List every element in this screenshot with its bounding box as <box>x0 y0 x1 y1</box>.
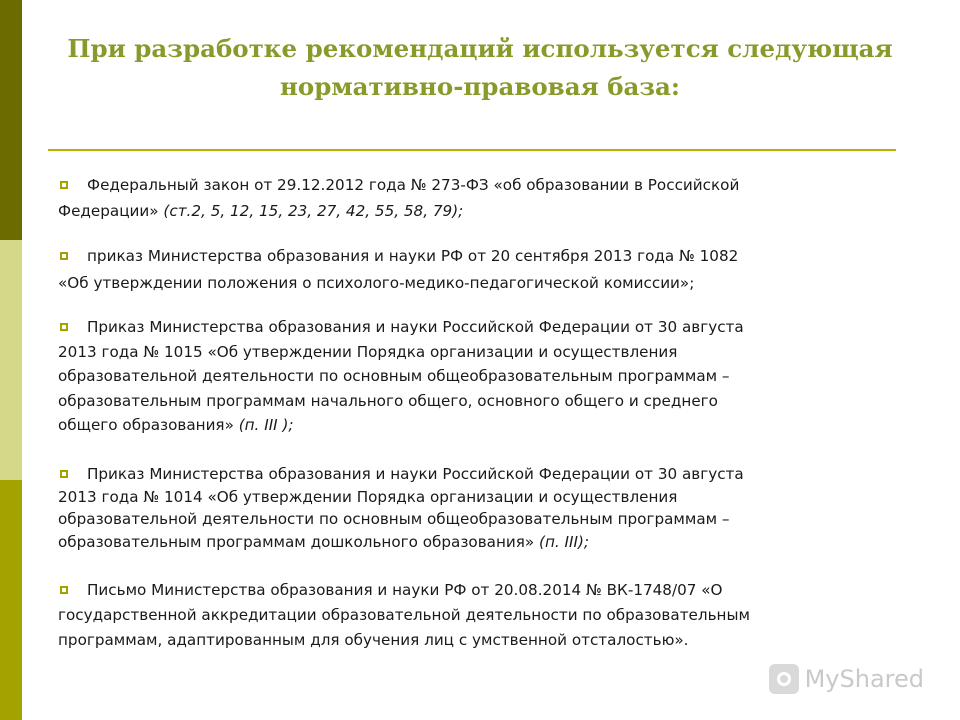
watermark-text: MyShared <box>804 665 924 693</box>
title-divider <box>48 149 896 151</box>
title-line-2: нормативно-правовая база: <box>280 72 680 101</box>
list-item: Приказ Министерства образования и науки Российской Федерации от 30 августа 2013 года № 1015 «Об утверждении Порядка организации и осуществления образовательной деятельности по основным общеобразовательным программам – образовательным программам начального общего, основного общего и среднего общего образования» (п. III ); <box>58 318 744 434</box>
watermark <box>769 664 924 694</box>
title-line-1: При разработке рекомендаций используется следующая <box>67 34 893 63</box>
side-bar-segment-mid <box>0 480 22 720</box>
myshared-logo-icon <box>769 664 799 694</box>
list-item: приказ Министерства образования и науки РФ от 20 сентября 2013 года № 1082 «Об утверждении положения о психолого-медико-педагогической комиссии»; <box>58 247 739 292</box>
list-item: Федеральный закон от 29.12.2012 года № 273-ФЗ «об образовании в Российской Федерации» (ст.2, 5, 12, 15, 23, 27, 42, 55, 58, 79); <box>58 176 740 220</box>
bullet-icon <box>60 181 68 189</box>
bullet-icon <box>60 586 68 594</box>
bullet-icon <box>60 252 68 260</box>
bullet-icon <box>60 323 68 331</box>
bullet-icon <box>60 470 68 478</box>
side-bar-segment-dark <box>0 0 22 240</box>
list-item: Письмо Министерства образования и науки РФ от 20.08.2014 № ВК-1748/07 «О государственной аккредитации образовательной деятельности по образовательным программам, адаптированным для обучения лиц с умственной отсталостью». <box>58 581 750 649</box>
side-bar-segment-light <box>0 240 22 480</box>
side-color-bar <box>0 0 22 720</box>
slide-title <box>40 30 920 106</box>
list-item: Приказ Министерства образования и науки Российской Федерации от 30 августа 2013 года № 1014 «Об утверждении Порядка организации и осуществления образовательной деятельности по основным общеобразовательным программам – образовательным программам дошкольного образования» (п. III); <box>58 465 744 551</box>
